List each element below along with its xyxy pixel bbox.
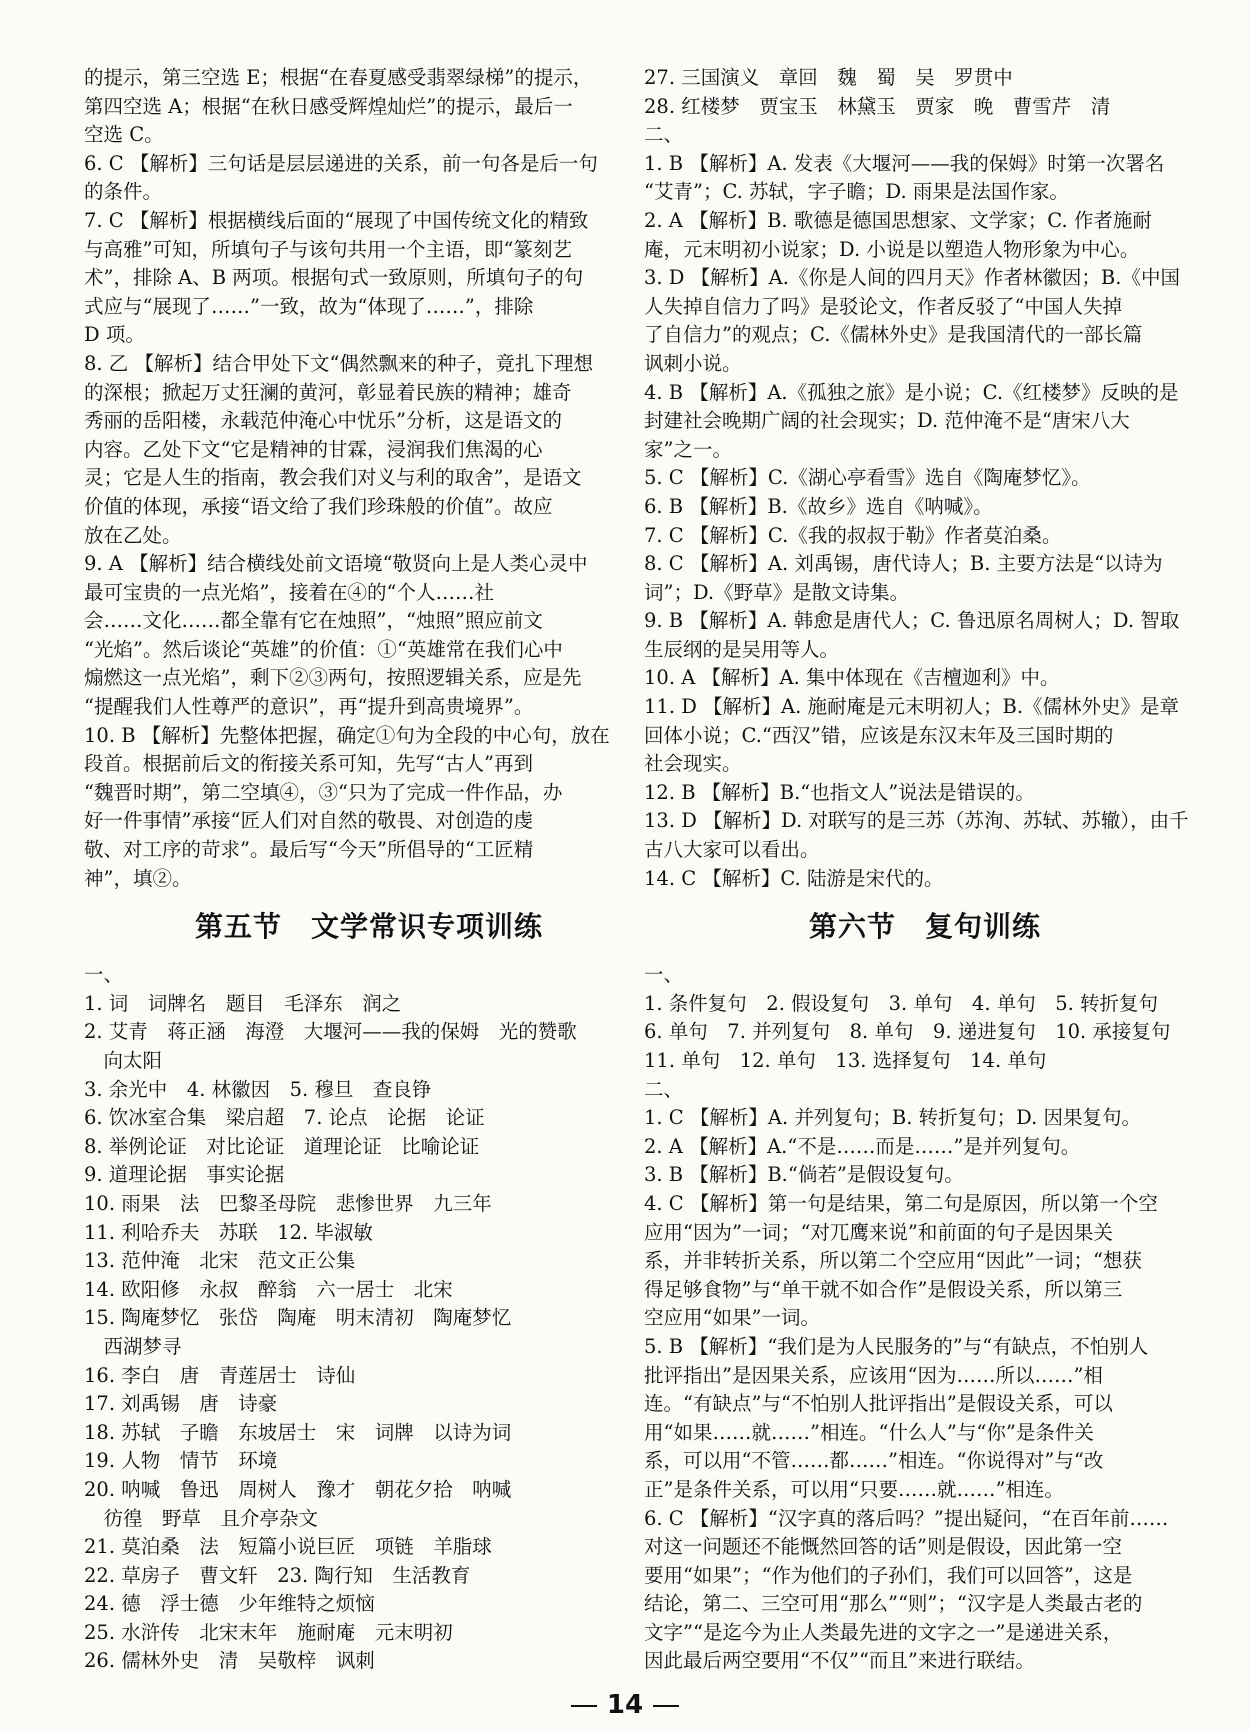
text-line: 批评指出”是因果关系，应该用“因为……所以……”相 (644, 1363, 1103, 1387)
text-line: 生辰纲的是吴用等人。 (644, 637, 840, 661)
text-line: 封建社会晚期广阔的社会现实；D. 范仲淹不是“唐宋八大 (644, 409, 1130, 433)
text-line: 26. 儒林外史 清 吴敬梓 讽刺 (84, 1649, 375, 1673)
text-line: 3. 余光中 4. 林徽因 5. 穆旦 查良铮 (84, 1077, 432, 1101)
text-line: 27. 三国演义 章回 魏 蜀 吴 罗贯中 (644, 66, 1013, 89)
text-line: 向太阳 (84, 1049, 163, 1072)
text-line: 第四空选 A；根据“在秋日感受辉煌灿烂”的提示，最后一 (84, 94, 573, 118)
text-line: 6. 饮冰室合集 梁启超 7. 论点 论据 论证 (84, 1106, 485, 1130)
text-line: 古八大家可以看出。 (644, 838, 820, 862)
right-column (644, 64, 1206, 1676)
text-line: 4. B 【解析】A.《孤独之旅》是小说；C.《红楼梦》反映的是 (644, 380, 1179, 404)
text-line: 21. 莫泊桑 法 短篇小说巨匠 项链 羊脂球 (84, 1535, 492, 1559)
text-line: 6. 单句 7. 并列复句 8. 单句 9. 递进复句 10. 承接复句 (644, 1020, 1171, 1044)
text-line: 文字”“是迄今为止人类最先进的文字之一”是递进关系， (644, 1620, 1123, 1644)
text-line: 8. 举例论证 对比论证 道理论证 比喻论证 (84, 1134, 480, 1158)
text-line: “光焰”。然后谈论“英雄”的价值：①“英雄常在我们心中 (84, 637, 563, 661)
page-number-text: 14 (606, 1690, 644, 1720)
text-line: 19. 人物 情节 环境 (84, 1449, 278, 1473)
text-line: 与高雅”可知，所填句子与该句共用一个主语，即“篆刻艺 (84, 237, 572, 261)
text-line: 应用“因为”一词；“对兀鹰来说”和前面的句子是因果关 (644, 1220, 1113, 1244)
text-line: 敬、对工序的苛求”。最后写“今天”所倡导的“工匠精 (84, 838, 534, 862)
text-line: 神”，填②。 (84, 866, 192, 890)
section-6-answers (644, 961, 1206, 1676)
text-line: “提醒我们人性尊严的意识”，再“提升到高贵境界”。 (84, 695, 534, 719)
text-line: 6. C 【解析】“汉字真的落后吗？”提出疑问，“在百年前…… (644, 1506, 1169, 1530)
text-line: 最可宝贵的一点光焰”，接着在④的“个人……社 (84, 580, 494, 604)
text-line: 彷徨 野草 且介亭杂文 (84, 1506, 319, 1530)
text-line: 3. B 【解析】B.“倘若”是假设复句。 (644, 1163, 964, 1187)
text-line: 8. 乙 【解析】结合甲处下文“偶然飘来的种子，竟扎下理想 (84, 351, 593, 375)
text-line: 二、 (644, 1077, 684, 1101)
text-line: D 项。 (84, 323, 145, 347)
text-line: 煽燃这一点光焰”，剩下②③两句，按照逻辑关系，应是先 (84, 666, 582, 690)
text-line: 13. D 【解析】D. 对联写的是三苏（苏洵、苏轼、苏辙），由千 (644, 809, 1189, 833)
text-line: 系，可以用“不管……都……”相连。“你说得对”与“改 (644, 1449, 1104, 1473)
text-line: 10. 雨果 法 巴黎圣母院 悲惨世界 九三年 (84, 1191, 492, 1215)
text-line: “艾青”；C. 苏轼，字子瞻；D. 雨果是法国作家。 (644, 180, 1069, 204)
text-line: 11. 单句 12. 单句 13. 选择复句 14. 单句 (644, 1049, 1047, 1072)
text-line: 的提示，第三空选 E；根据“在春夏感受翡翠绿梯”的提示， (84, 66, 593, 89)
text-line: 1. B 【解析】A. 发表《大堰河——我的保姆》时第一次署名 (644, 151, 1165, 175)
text-line: 二、 (644, 123, 684, 147)
text-line: 1. 词 词牌名 题目 毛泽东 润之 (84, 991, 402, 1015)
text-line: 用“如果……就……”相连。“什么人”与“你”是条件关 (644, 1420, 1094, 1444)
text-line: 人失掉自信力了吗》是驳论文，作者反驳了“中国人失掉 (644, 294, 1122, 318)
text-line: 一、 (84, 963, 124, 987)
text-line: 词”；D.《野草》是散文诗集。 (644, 580, 910, 604)
text-line: 了自信力”的观点；C.《儒林外史》是我国清代的一部长篇 (644, 323, 1143, 347)
text-line: 社会现实。 (644, 752, 742, 776)
text-line: 25. 水浒传 北宋末年 施耐庵 元末明初 (84, 1620, 453, 1644)
text-line: 22. 草房子 曹文轩 23. 陶行知 生活教育 (84, 1563, 471, 1587)
text-line: 1. C 【解析】A. 并列复句；B. 转折复句；D. 因果复句。 (644, 1106, 1141, 1130)
text-line: 对这一问题还不能慨然回答的话”则是假设，因此第一空 (644, 1535, 1122, 1559)
text-line: 5. C 【解析】C.《湖心亭看雪》选自《陶庵梦忆》。 (644, 466, 1091, 490)
text-line: 9. B 【解析】A. 韩愈是唐代人；C. 鲁迅原名周树人；D. 智取 (644, 609, 1180, 633)
text-line: 的深根；掀起万丈狂澜的黄河，彰显着民族的精神；雄奇 (84, 380, 572, 404)
answers-block-top-left (84, 64, 654, 893)
text-line: 13. 范仲淹 北宋 范文正公集 (84, 1249, 356, 1273)
text-line: 得足够食物”与“单干就不如合作”是假设关系，所以第三 (644, 1277, 1123, 1301)
section-5-answers (84, 961, 654, 1676)
text-line: 14. 欧阳修 永叔 醉翁 六一居士 北宋 (84, 1277, 453, 1301)
text-line: 因此最后两空要用“不仅”“而且”来进行联结。 (644, 1649, 1035, 1673)
text-line: 11. D 【解析】A. 施耐庵是元末明初人；B.《儒林外史》是章 (644, 695, 1180, 719)
text-line: 10. B 【解析】先整体把握，确定①句为全段的中心句，放在 (84, 723, 610, 747)
text-line: 3. D 【解析】A.《你是人间的四月天》作者林徽因；B.《中国 (644, 266, 1180, 290)
text-line: 回体小说；C.“西汉”错，应该是东汉末年及三国时期的 (644, 723, 1114, 747)
text-line: 18. 苏轼 子瞻 东坡居士 宋 词牌 以诗为词 (84, 1420, 512, 1444)
text-line: 2. A 【解析】B. 歌德是德国思想家、文学家；C. 作者施耐 (644, 208, 1152, 232)
text-line: 28. 红楼梦 贾宝玉 林黛玉 贾家 晚 曹雪芹 清 (644, 94, 1111, 118)
text-line: 庵，元末明初小说家；D. 小说是以塑造人物形象为中心。 (644, 237, 1140, 261)
text-line: 4. C 【解析】第一句是结果，第二句是原因，所以第一个空 (644, 1191, 1158, 1215)
text-line: 西湖梦寻 (84, 1334, 182, 1358)
dash-right (653, 1705, 679, 1707)
page-number (0, 1690, 1250, 1720)
text-line: 空应用“如果”一词。 (644, 1306, 820, 1330)
text-line: 9. A 【解析】结合横线处前文语境“敬贤向上是人类心灵中 (84, 552, 588, 576)
text-line: 的条件。 (84, 180, 163, 204)
text-line: 价值的体现，承接“语文给了我们珍珠般的价值”。故应 (84, 494, 553, 518)
text-line: 连。“有缺点”与“不怕别人批评指出”是假设关系，可以 (644, 1392, 1113, 1416)
text-line: 11. 利哈乔夫 苏联 12. 毕淑敏 (84, 1220, 373, 1244)
text-line: 6. C 【解析】三句话是层层递进的关系，前一句各是后一句 (84, 151, 598, 175)
text-line: 家”之一。 (644, 437, 732, 461)
text-line: 2. A 【解析】A.“不是……而是……”是并列复句。 (644, 1134, 1081, 1158)
text-line: 正”是条件关系，可以用“只要……就……”相连。 (644, 1477, 1064, 1501)
text-line: 灵；它是人生的指南，教会我们对义与利的取舍”，是语文 (84, 466, 582, 490)
text-line: 1. 条件复句 2. 假设复句 3. 单句 4. 单句 5. 转折复句 (644, 991, 1159, 1015)
section-6-title: 第六节 复句训练 (808, 910, 1041, 944)
text-line: 15. 陶庵梦忆 张岱 陶庵 明末清初 陶庵梦忆 (84, 1306, 512, 1330)
text-line: 20. 呐喊 鲁迅 周树人 豫才 朝花夕拾 呐喊 (84, 1477, 512, 1501)
answers-block-top-right (644, 64, 1206, 893)
text-line: 讽刺小说。 (644, 351, 742, 375)
text-line: 一、 (644, 963, 684, 987)
text-line: 5. B 【解析】“我们是为人民服务的”与“有缺点，不怕别人 (644, 1334, 1149, 1358)
text-line: 系，并非转折关系，所以第二个空应用“因此”一词；“想获 (644, 1249, 1142, 1273)
text-line: 结论，第二、三空可用“那么”“则”；“汉字是人类最古老的 (644, 1592, 1143, 1616)
text-line: 要用“如果”；“作为他们的子孙们，我们可以回答”，这是 (644, 1563, 1133, 1587)
text-line: 内容。乙处下文“它是精神的甘霖，浸润我们焦渴的心 (84, 437, 543, 461)
section-5-title: 第五节 文学常识专项训练 (194, 910, 543, 944)
text-line: 式应与“展现了……”一致，故为“体现了……”，排除 (84, 294, 534, 318)
text-line: 9. 道理论据 事实论据 (84, 1163, 285, 1187)
text-line: 10. A 【解析】A. 集中体现在《吉檀迦利》中。 (644, 666, 1060, 690)
text-line: 段首。根据前后文的衔接关系可知，先写“古人”再到 (84, 752, 533, 776)
text-line: 好一件事情”承接“匠人们对自然的敬畏、对创造的虔 (84, 809, 533, 833)
text-line: 8. C 【解析】A. 刘禹锡，唐代诗人；B. 主要方法是“以诗为 (644, 552, 1163, 576)
text-line: 术”，排除 A、B 两项。根据句式一致原则，所填句子的句 (84, 266, 584, 290)
text-line: 2. 艾青 蒋正涵 海澄 大堰河——我的保姆 光的赞歌 (84, 1020, 577, 1044)
text-line: 空选 C。 (84, 123, 164, 147)
text-line: “魏晋时期”，第二空填④，③“只为了完成一件作品，办 (84, 780, 563, 804)
text-line: 会……文化……都全靠有它在烛照”，“烛照”照应前文 (84, 609, 543, 633)
text-line: 秀丽的岳阳楼，永载范仲淹心中忧乐”分析，这是语文的 (84, 409, 562, 433)
text-line: 12. B 【解析】B.“也指文人”说法是错误的。 (644, 780, 1035, 804)
text-line: 7. C 【解析】根据横线后面的“展现了中国传统文化的精致 (84, 208, 589, 232)
text-line: 7. C 【解析】C.《我的叔叔于勒》作者莫泊桑。 (644, 523, 1062, 547)
text-line: 14. C 【解析】C. 陆游是宋代的。 (644, 866, 944, 890)
text-line: 24. 德 浮士德 少年维特之烦恼 (84, 1592, 375, 1616)
text-line: 16. 李白 唐 青莲居士 诗仙 (84, 1363, 356, 1387)
text-line: 17. 刘禹锡 唐 诗豪 (84, 1392, 278, 1416)
text-line: 放在乙处。 (84, 523, 182, 547)
left-column (84, 64, 654, 1676)
text-line: 6. B 【解析】B.《故乡》选自《呐喊》。 (644, 494, 993, 518)
dash-left (571, 1705, 597, 1707)
